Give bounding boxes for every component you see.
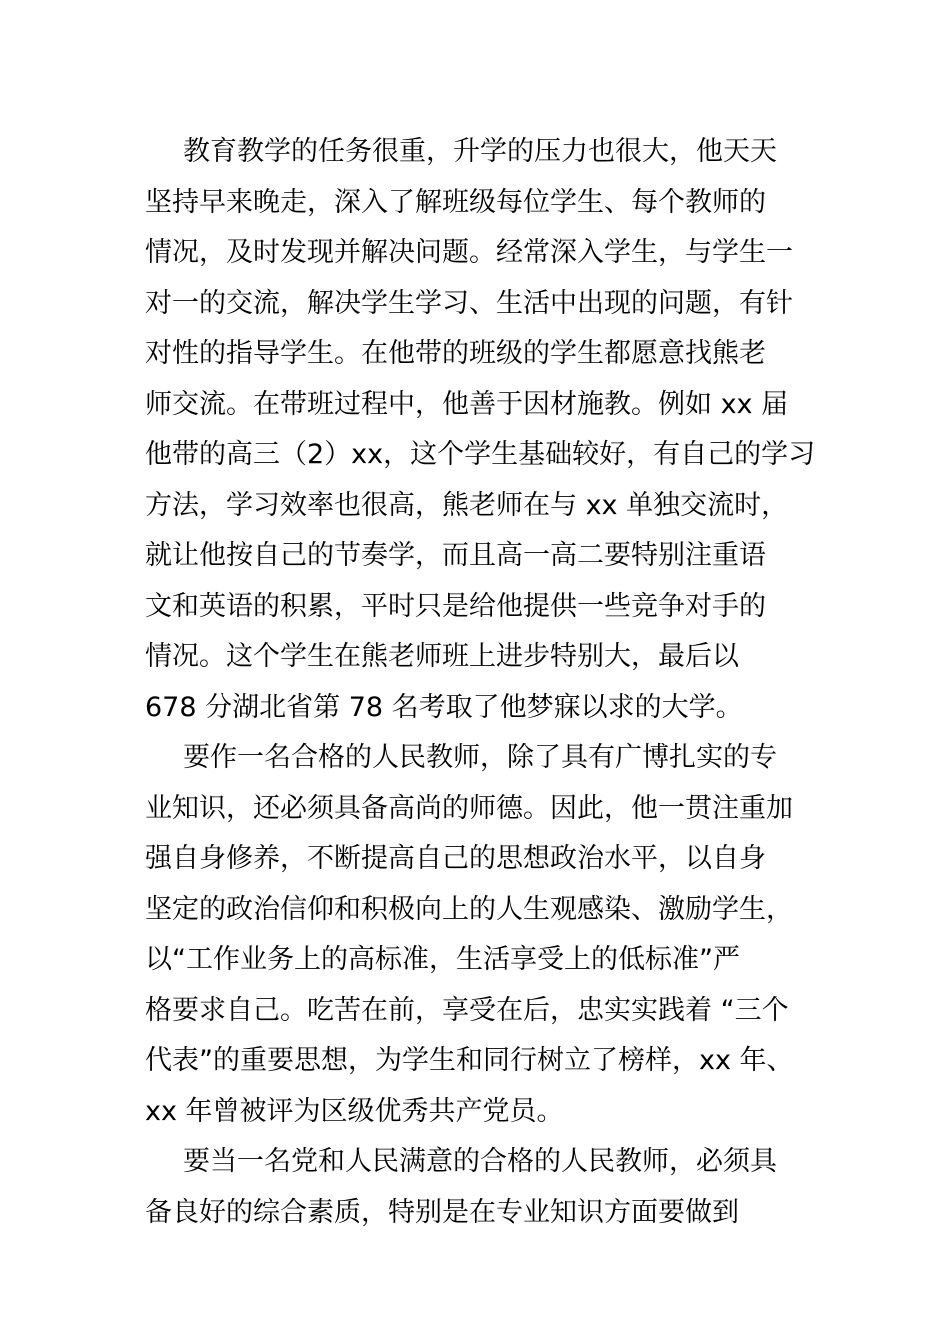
paragraph-1-line-4: 对一的交流，解决学生学习、生活中出现的问题，有针 — [145, 287, 793, 319]
paragraph-3-line-2: 备良好的综合素质，特别是在专业知识方面要做到 — [145, 1196, 739, 1228]
paragraph-2-line-8: xx 年曾被评为区级优秀共产党员。 — [145, 1095, 564, 1127]
paragraph-3-line-1: 要当一名党和人民满意的合格的人民教师，必须具 — [183, 1146, 777, 1177]
paragraph-1-line-10: 文和英语的积累，平时只是给他提供一些竞争对手的 — [145, 590, 766, 622]
paragraph-1-line-1: 教育教学的任务很重，升学的压力也很大，他天天 — [183, 136, 777, 167]
paragraph-2-line-2: 业知识，还必须具备高尚的师德。因此，他一贯注重加 — [145, 792, 793, 824]
paragraph-1-line-8: 方法，学习效率也很高，熊老师在与 xx 单独交流时， — [145, 489, 789, 521]
paragraph-1-line-3: 情况，及时发现并解决问题。经常深入学生，与学生一 — [145, 237, 793, 268]
paragraph-1-line-2: 坚持早来晚走，深入了解班级每位学生、每个教师的 — [145, 186, 766, 218]
paragraph-1-line-12: 678 分湖北省第 78 名考取了他梦寐以求的大学。 — [145, 691, 743, 723]
paragraph-1-line-9: 就让他按自己的节奏学，而且高一高二要特别注重语 — [145, 540, 766, 571]
paragraph-1-line-11: 情况。这个学生在熊老师班上进步特别大，最后以 — [145, 641, 739, 672]
paragraph-2-line-3: 强自身修养，不断提高自己的思想政治水平，以自身 — [145, 843, 766, 874]
paragraph-2-line-5: 以“工作业务上的高标准，生活享受上的低标准”严 — [145, 944, 740, 975]
paragraph-1-line-7: 他带的高三（2）xx，这个学生基础较好，有自己的学习 — [145, 439, 816, 470]
paragraph-1-line-6: 师交流。在带班过程中，他善于因材施教。例如 xx 届 — [145, 388, 789, 420]
paragraph-2-line-1: 要作一名合格的人民教师，除了具有广博扎实的专 — [183, 742, 777, 773]
paragraph-2-line-7: 代表”的重要思想，为学生和同行树立了榜样，xx 年、 — [145, 1045, 794, 1076]
paragraph-2-line-4: 坚定的政治信仰和积极向上的人生观感染、激励学生， — [145, 893, 793, 925]
paragraph-1-line-5: 对性的指导学生。在他带的班级的学生都愿意找熊老 — [145, 338, 766, 369]
paragraph-2-line-6: 格要求自己。吃苦在前，享受在后，忠实实践着 “三个 — [145, 994, 789, 1026]
body-text — [145, 127, 825, 1238]
